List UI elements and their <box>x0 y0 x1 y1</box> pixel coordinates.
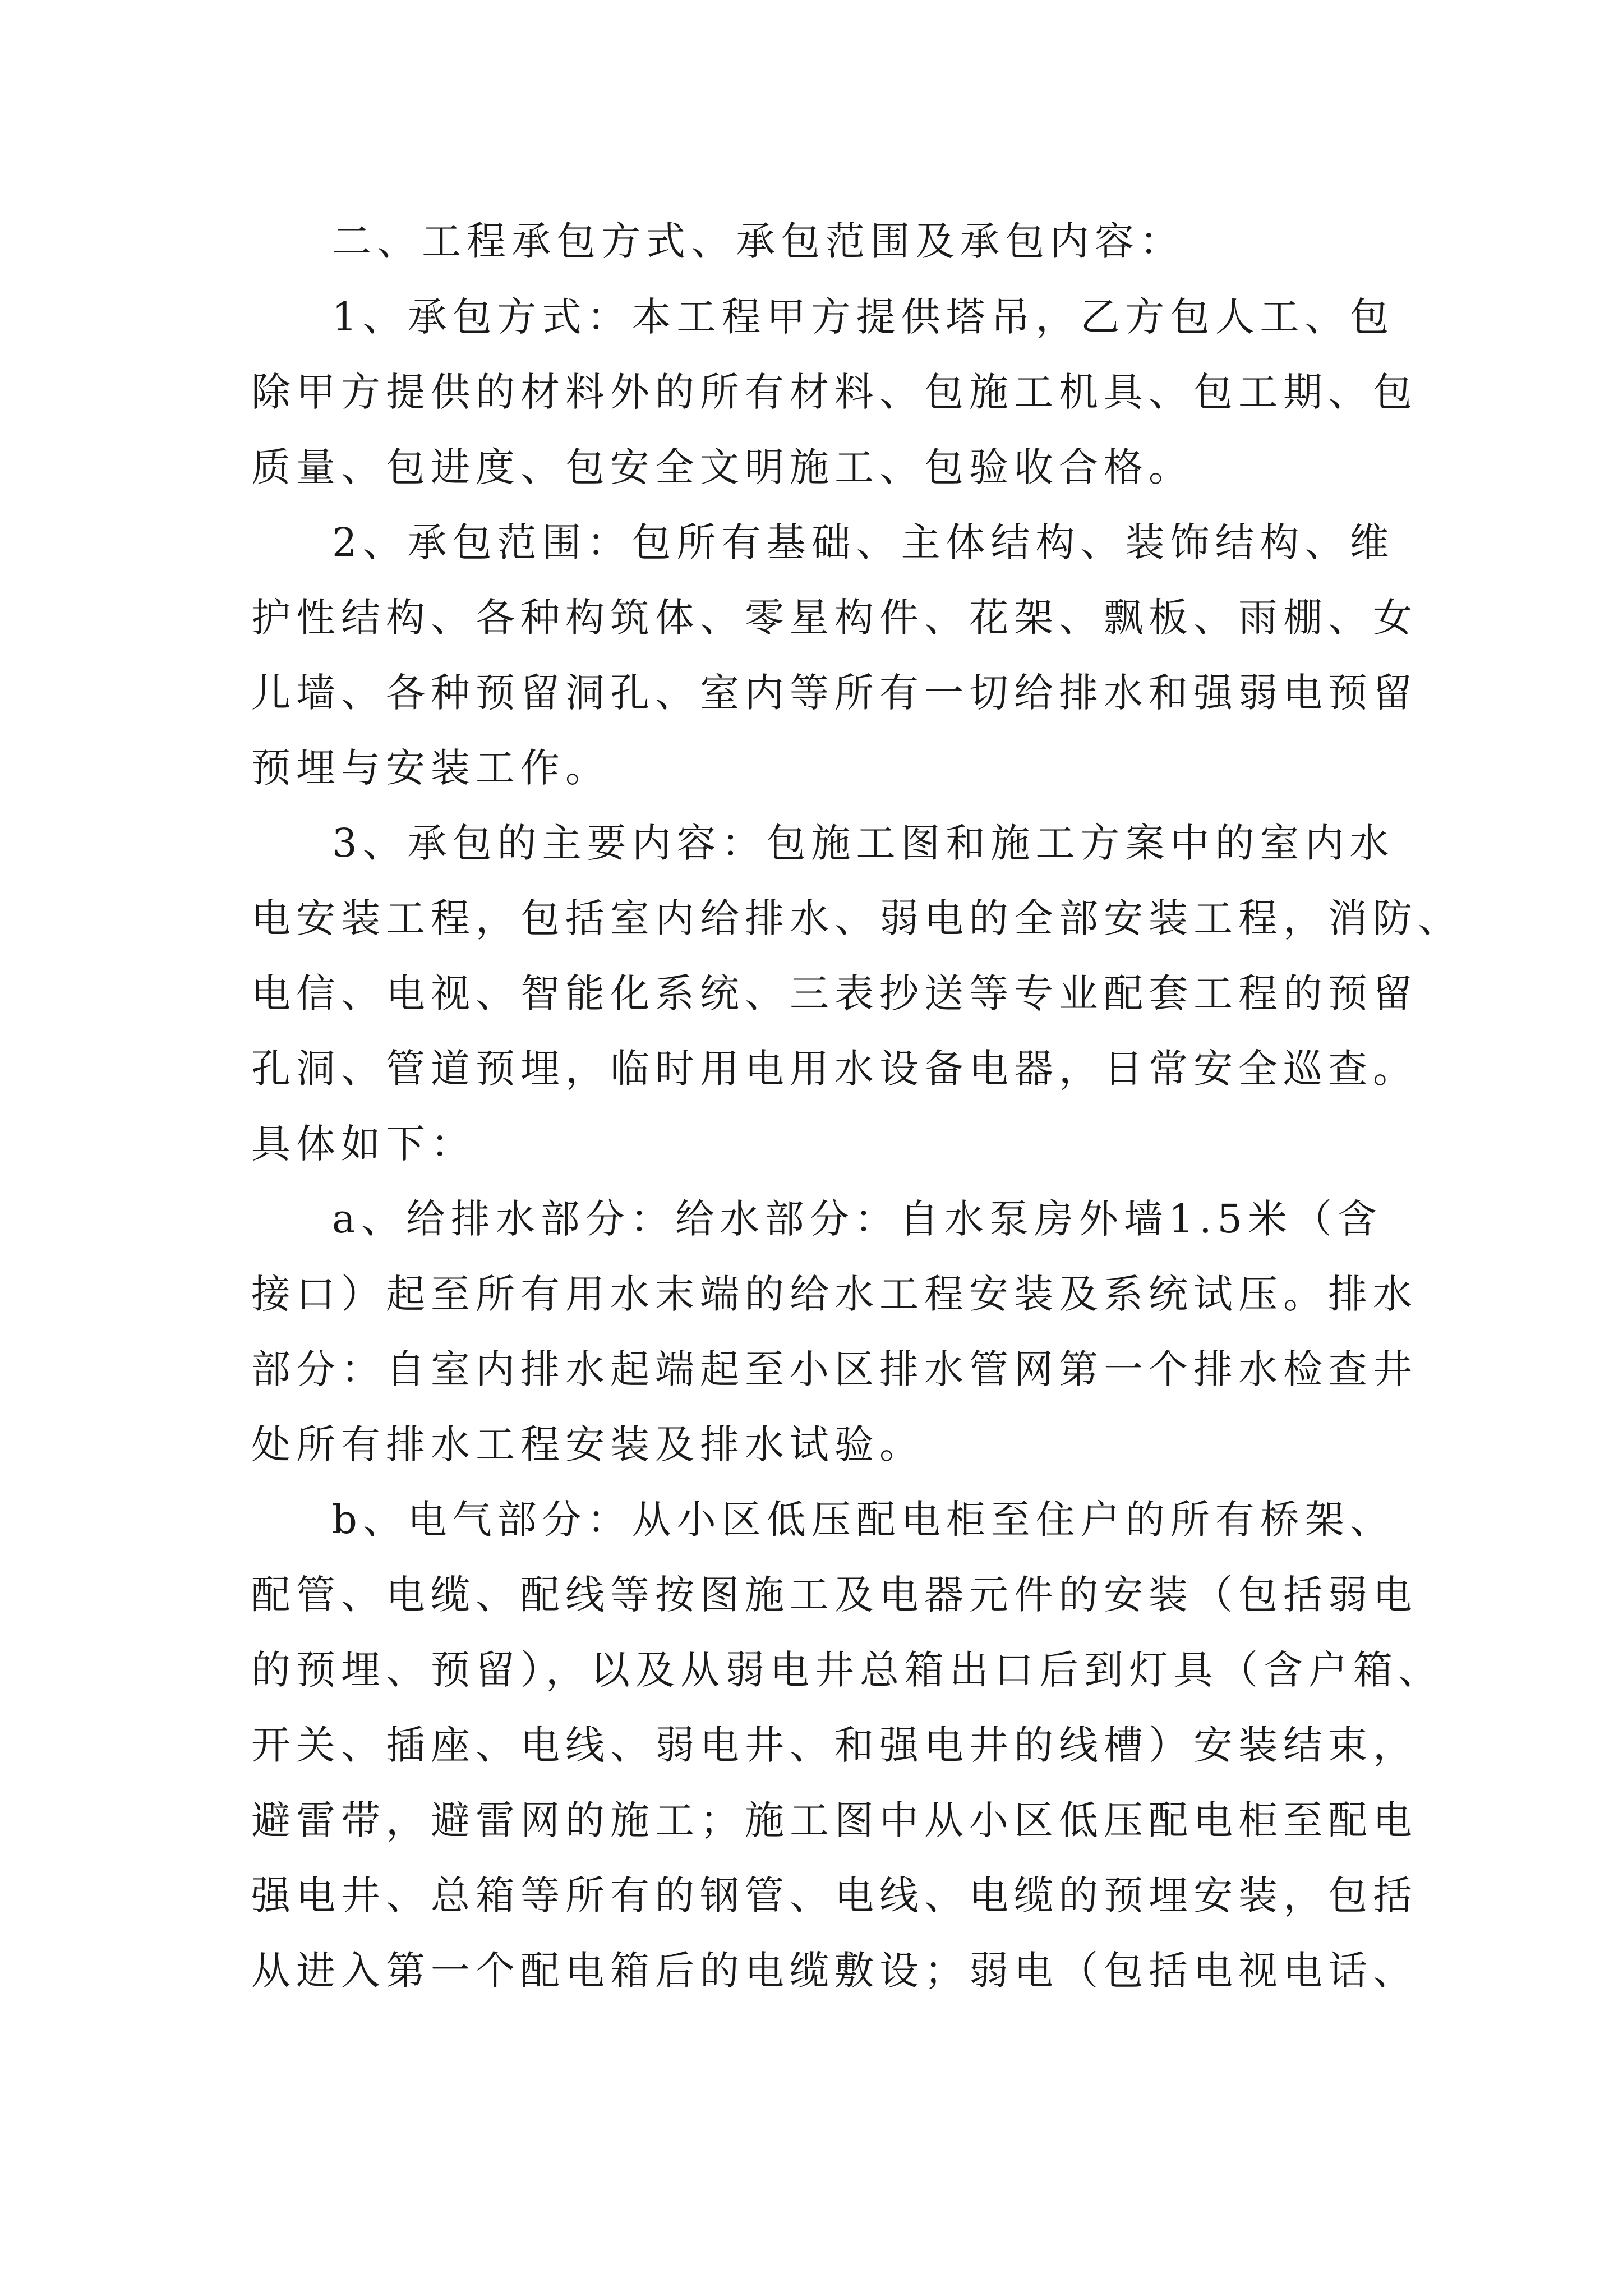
paragraph-line: 2、承包范围：包所有基础、主体结构、装饰结构、维 <box>332 519 1395 565</box>
paragraph-line: a、给排水部分：给水部分：自水泵房外墙1.5米（含 <box>332 1196 1383 1242</box>
paragraph-line: 电安装工程，包括室内给排水、弱电的全部安装工程，消防、 <box>251 895 1463 941</box>
paragraph-line: 电信、电视、智能化系统、三表抄送等专业配套工程的预留 <box>251 970 1418 1016</box>
paragraph-line: 除甲方提供的材料外的所有材料、包施工机具、包工期、包 <box>251 369 1418 415</box>
paragraph-line: 孔洞、管道预埋，临时用电用水设备电器，日常安全巡查。 <box>251 1046 1418 1092</box>
paragraph-line: 处所有排水工程安装及排水试验。 <box>251 1421 924 1467</box>
paragraph-line: 接口）起至所有用水末端的给水工程安装及系统试压。排水 <box>251 1271 1418 1317</box>
paragraph-line: 质量、包进度、包安全文明施工、包验收合格。 <box>251 444 1193 490</box>
paragraph-line: 开关、插座、电线、弱电井、和强电井的线槽）安装结束， <box>251 1722 1418 1768</box>
paragraph-line: 具体如下： <box>251 1121 476 1167</box>
paragraph-line: 1、承包方式：本工程甲方提供塔吊，乙方包人工、包 <box>332 294 1395 340</box>
paragraph-line: 的预埋、预留），以及从弱电井总箱出口后到灯具（含户箱、 <box>251 1647 1443 1693</box>
paragraph-line: 避雷带，避雷网的施工；施工图中从小区低压配电柜至配电 <box>251 1797 1418 1843</box>
paragraph-line: 从进入第一个配电箱后的电缆敷设；弱电（包括电视电话、 <box>251 1948 1418 1994</box>
paragraph-line: 儿墙、各种预留洞孔、室内等所有一切给排水和强弱电预留 <box>251 670 1418 716</box>
heading-line: 二、工程承包方式、承包范围及承包内容： <box>332 218 1184 264</box>
paragraph-line: 护性结构、各种构筑体、零星构件、花架、飘板、雨棚、女 <box>251 595 1418 641</box>
paragraph-line: 配管、电缆、配线等按图施工及电器元件的安装（包括弱电 <box>251 1572 1418 1618</box>
paragraph-line: 预埋与安装工作。 <box>251 745 610 791</box>
paragraph-line: b、电气部分：从小区低压配电柜至住户的所有桥架、 <box>332 1497 1395 1543</box>
paragraph-line: 部分：自室内排水起端起至小区排水管网第一个排水检查井 <box>251 1346 1418 1392</box>
paragraph-line: 强电井、总箱等所有的钢管、电线、电缆的预埋安装，包括 <box>251 1872 1418 1918</box>
paragraph-line: 3、承包的主要内容：包施工图和施工方案中的室内水 <box>332 820 1395 866</box>
